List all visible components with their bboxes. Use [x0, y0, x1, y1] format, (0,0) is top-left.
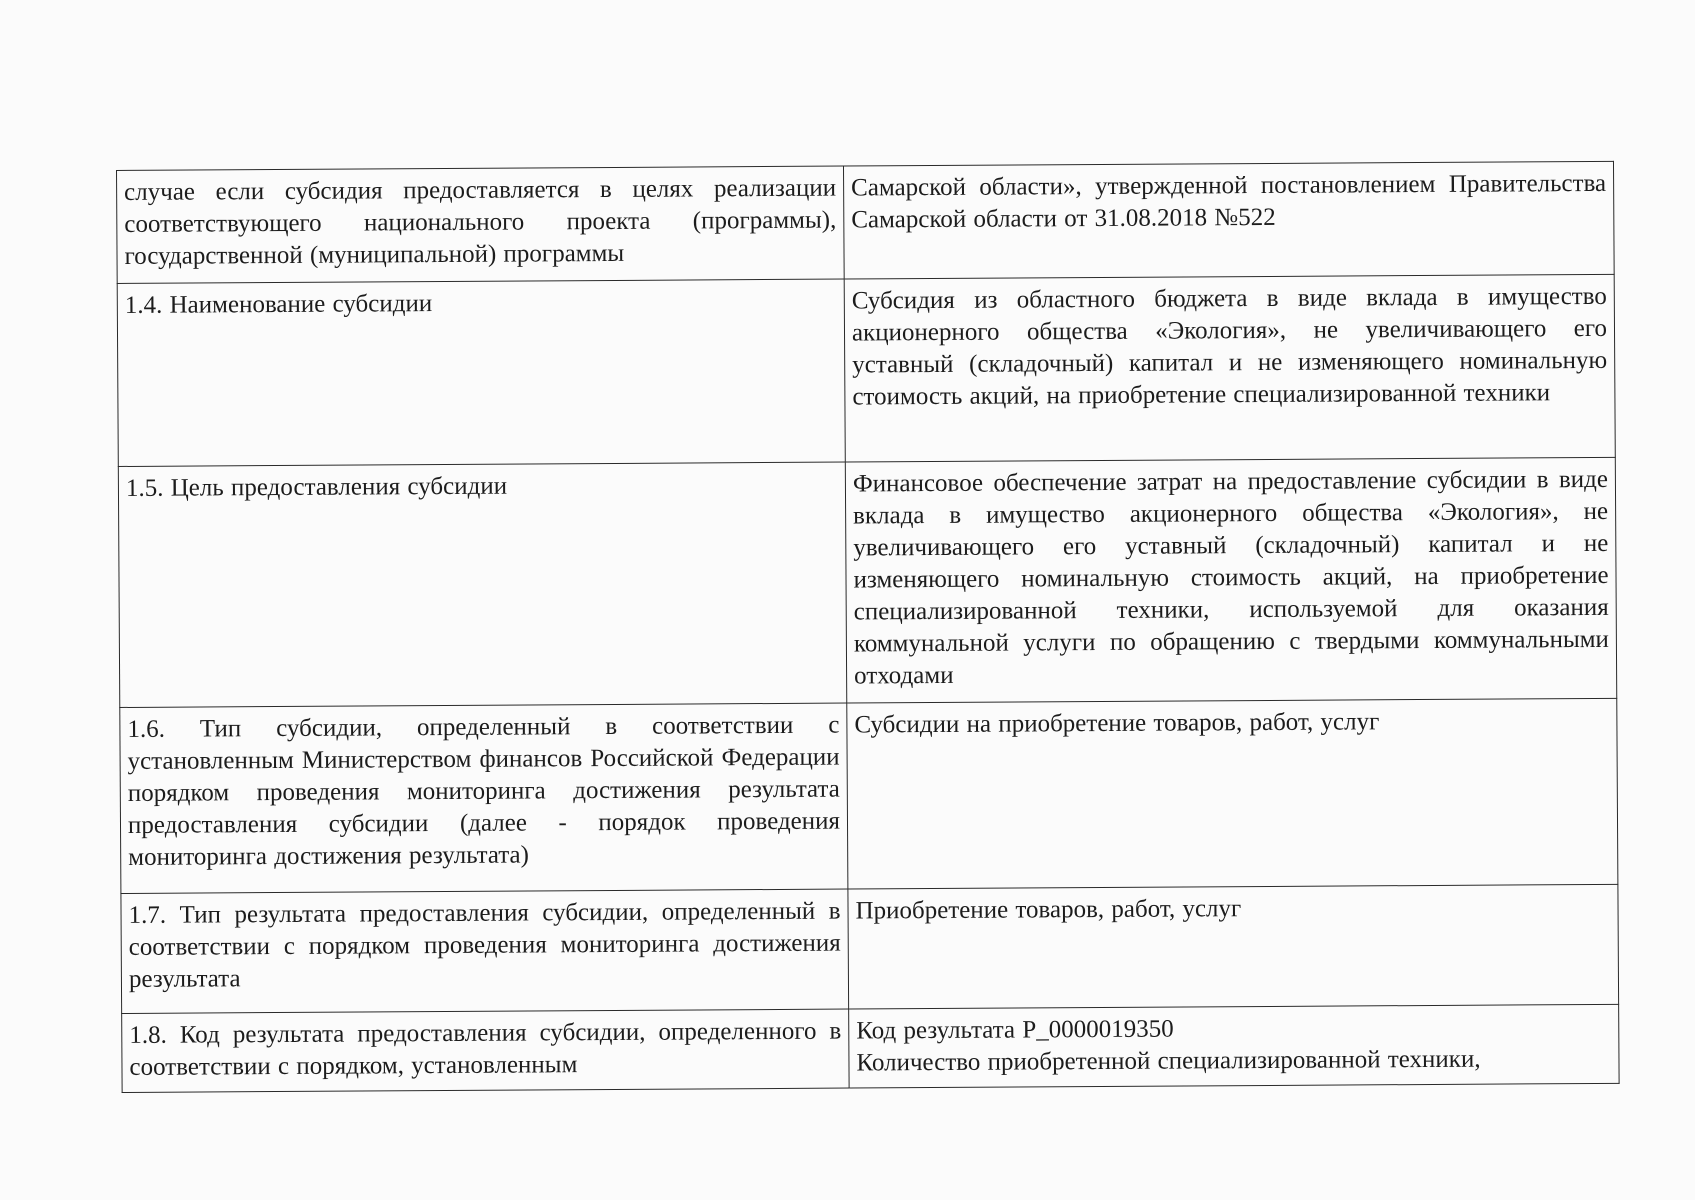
row-label-cell — [117, 279, 845, 466]
row-label-cell — [117, 166, 845, 283]
row-value: Код результата P_0000019350 Количество приобретенной специализированной техники, — [856, 1015, 1481, 1077]
row-label: 1.6. Тип субсидии, определенный в соответствии с установленным Министерством финансов Российской Федерации порядком проведения мониторинга достижения результата предоставления субсидии (далее - порядок проведения мониторинга достижения результата) — [127, 711, 841, 871]
row-label: 1.5. Цель предоставления субсидии — [125, 472, 508, 502]
table-row — [117, 161, 1615, 283]
table-row — [121, 884, 1619, 1013]
row-value-cell — [845, 457, 1616, 703]
table-row — [118, 457, 1616, 707]
table-row — [122, 1004, 1619, 1092]
row-value-cell — [848, 884, 1619, 1009]
row-label: 1.4. Наименование субсидии — [124, 290, 433, 319]
row-value-cell — [847, 698, 1618, 889]
row-label: случае если субсидия предоставляется в целях реализации соответствующего национального проекта (программы), государственной (муниципальной) программы — [124, 174, 837, 270]
row-label: 1.8. Код результата предоставления субсидии, определенного в соответствии с порядком, установленным — [129, 1017, 842, 1081]
row-value-cell — [849, 1004, 1619, 1088]
row-value: Финансовое обеспечение затрат на предоставление субсидии в виде вклада в имущество акционерного общества «Экология», не увеличивающего его уставный (складочный) капитал и не изменяющего номинальную стоимость акций, на приобретение специализированной техники, используемой для оказания коммунальной услуги по обращению с твердыми коммунальными отходами — [852, 465, 1609, 690]
row-value-cell — [843, 161, 1614, 279]
row-value-cell — [844, 274, 1615, 462]
row-label-cell — [120, 703, 848, 893]
row-value: Самарской области», утвержденной постановлением Правительства Самарской области от 31.08.2018 №522 — [851, 169, 1607, 234]
row-value: Приобретение товаров, работ, услуг — [855, 895, 1242, 925]
row-label-cell — [118, 462, 846, 707]
subsidy-info-table — [116, 161, 1620, 1093]
table-row — [120, 698, 1618, 893]
row-value: Субсидии на приобретение товаров, работ, услуг — [854, 708, 1380, 739]
row-label: 1.7. Тип результата предоставления субсидии, определенный в соответствии с порядком проведения мониторинга достижения результата — [128, 897, 841, 993]
row-label-cell — [121, 889, 849, 1013]
row-value: Субсидия из областного бюджета в виде вклада в имущество акционерного общества «Экология», не увеличивающего его уставный (складочный) капитал и не изменяющего номинальную стоимость акций, на приобретение специализированной техники — [851, 282, 1608, 411]
row-label-cell — [122, 1009, 849, 1092]
table-row — [117, 274, 1615, 466]
